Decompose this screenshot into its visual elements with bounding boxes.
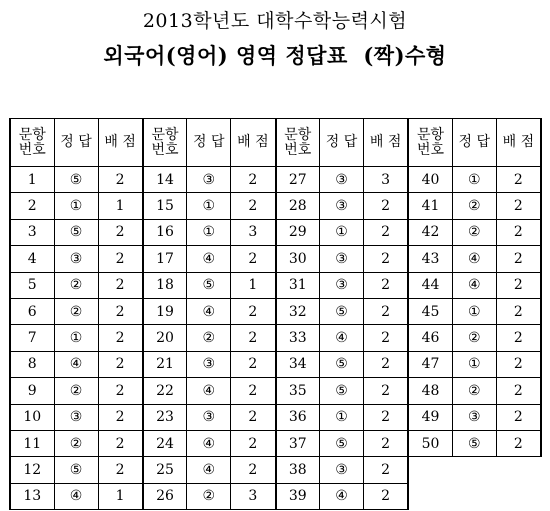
question-number: 18 <box>143 272 187 298</box>
answer-choice: ⑤ <box>320 351 364 377</box>
answer-choice: ① <box>54 193 98 219</box>
question-number: 30 <box>276 246 320 272</box>
answer-choice: ⑤ <box>54 167 98 193</box>
question-number: 25 <box>143 457 187 483</box>
points: 2 <box>496 193 541 219</box>
points: 2 <box>496 351 541 377</box>
points: 2 <box>496 219 541 245</box>
question-number: 34 <box>276 351 320 377</box>
answer-choice: ④ <box>187 430 231 456</box>
answer-choice: ① <box>187 193 231 219</box>
empty-cell <box>408 483 452 509</box>
question-number: 48 <box>408 378 452 404</box>
points: 2 <box>496 272 541 298</box>
answer-choice: ③ <box>187 404 231 430</box>
table-row <box>10 457 541 483</box>
answer-choice: ② <box>54 272 98 298</box>
answer-choice: ④ <box>452 246 496 272</box>
table-row <box>10 404 541 430</box>
question-number: 10 <box>10 404 54 430</box>
points-header: 배 점 <box>98 119 143 167</box>
table-row <box>10 378 541 404</box>
points: 1 <box>98 483 143 509</box>
exam-title: 2013학년도 대학수학능력시험 <box>142 10 408 32</box>
answer-header: 정 답 <box>187 119 231 167</box>
points: 2 <box>364 457 409 483</box>
question-number: 6 <box>10 298 54 324</box>
table-row <box>10 430 541 456</box>
points: 2 <box>496 167 541 193</box>
answer-choice: ⑤ <box>320 430 364 456</box>
points: 1 <box>98 193 143 219</box>
question-number: 17 <box>143 246 187 272</box>
table-row <box>10 246 541 272</box>
answer-choice: ② <box>54 430 98 456</box>
question-number: 45 <box>408 298 452 324</box>
answer-choice: ④ <box>54 483 98 509</box>
question-number: 37 <box>276 430 320 456</box>
points: 2 <box>364 483 409 509</box>
question-number-header: 문항 번호 <box>276 119 320 167</box>
answer-choice: ③ <box>187 167 231 193</box>
answer-choice: ② <box>452 219 496 245</box>
question-number: 50 <box>408 430 452 456</box>
points: 2 <box>496 430 541 456</box>
question-number: 32 <box>276 298 320 324</box>
answer-choice: ② <box>187 325 231 351</box>
answer-choice: ⑤ <box>320 378 364 404</box>
answer-choice: ④ <box>187 298 231 324</box>
question-number: 41 <box>408 193 452 219</box>
answer-choice: ③ <box>320 246 364 272</box>
points: 2 <box>231 193 276 219</box>
points: 2 <box>231 246 276 272</box>
question-number: 21 <box>143 351 187 377</box>
table-row <box>10 325 541 351</box>
question-number: 16 <box>143 219 187 245</box>
answer-choice: ④ <box>54 351 98 377</box>
empty-cell <box>408 457 452 483</box>
answer-choice: ① <box>452 298 496 324</box>
question-number: 5 <box>10 272 54 298</box>
points: 2 <box>98 351 143 377</box>
answer-choice: ③ <box>320 272 364 298</box>
points: 2 <box>364 272 409 298</box>
points: 2 <box>364 298 409 324</box>
question-number: 33 <box>276 325 320 351</box>
points: 2 <box>496 325 541 351</box>
answer-choice: ① <box>54 325 98 351</box>
question-number-header: 문항 번호 <box>143 119 187 167</box>
points: 2 <box>496 404 541 430</box>
answer-choice: ④ <box>452 272 496 298</box>
question-number: 26 <box>143 483 187 509</box>
points: 3 <box>231 219 276 245</box>
points: 2 <box>231 351 276 377</box>
answer-choice: ⑤ <box>187 272 231 298</box>
question-number-header: 문항 번호 <box>10 119 54 167</box>
points-header: 배 점 <box>496 119 541 167</box>
question-number: 27 <box>276 167 320 193</box>
points: 2 <box>98 457 143 483</box>
answer-header: 정 답 <box>320 119 364 167</box>
answer-choice: ① <box>320 219 364 245</box>
question-number: 11 <box>10 430 54 456</box>
answer-choice: ③ <box>320 457 364 483</box>
question-number: 47 <box>408 351 452 377</box>
points: 2 <box>98 298 143 324</box>
question-number: 20 <box>143 325 187 351</box>
points: 2 <box>364 404 409 430</box>
question-number: 23 <box>143 404 187 430</box>
points: 2 <box>364 219 409 245</box>
table-row <box>10 167 541 193</box>
answer-choice: ③ <box>452 404 496 430</box>
points: 2 <box>364 246 409 272</box>
answer-sheet-title: 외국어(영어) 영역 정답표 (짝)수형 <box>103 43 447 68</box>
table-header-row <box>10 119 541 167</box>
points: 3 <box>231 483 276 509</box>
answer-header: 정 답 <box>54 119 98 167</box>
answer-choice: ③ <box>320 193 364 219</box>
points: 2 <box>98 404 143 430</box>
question-number: 40 <box>408 167 452 193</box>
points: 2 <box>231 325 276 351</box>
question-number: 43 <box>408 246 452 272</box>
points: 3 <box>364 167 409 193</box>
points: 2 <box>98 167 143 193</box>
answer-choice: ① <box>452 167 496 193</box>
points: 2 <box>496 246 541 272</box>
points: 2 <box>98 219 143 245</box>
question-number: 8 <box>10 351 54 377</box>
answer-choice: ④ <box>187 246 231 272</box>
answer-choice: ③ <box>187 351 231 377</box>
answer-choice: ① <box>452 351 496 377</box>
answer-key-body <box>10 167 541 510</box>
question-number: 12 <box>10 457 54 483</box>
answer-choice: ③ <box>54 404 98 430</box>
table-row <box>10 219 541 245</box>
points: 2 <box>98 246 143 272</box>
question-number: 42 <box>408 219 452 245</box>
table-row <box>10 272 541 298</box>
question-number: 36 <box>276 404 320 430</box>
points: 2 <box>364 325 409 351</box>
points: 2 <box>364 378 409 404</box>
points-header: 배 점 <box>364 119 409 167</box>
question-number: 4 <box>10 246 54 272</box>
table-row <box>10 483 541 509</box>
answer-choice: ④ <box>187 457 231 483</box>
question-number: 31 <box>276 272 320 298</box>
question-number: 29 <box>276 219 320 245</box>
empty-cell <box>496 483 541 509</box>
points: 2 <box>98 272 143 298</box>
table-row <box>10 298 541 324</box>
question-number: 15 <box>143 193 187 219</box>
points: 2 <box>231 404 276 430</box>
answer-choice: ⑤ <box>452 430 496 456</box>
answer-choice: ① <box>187 219 231 245</box>
answer-choice: ② <box>187 483 231 509</box>
points: 2 <box>98 325 143 351</box>
question-number: 3 <box>10 219 54 245</box>
question-number: 2 <box>10 193 54 219</box>
question-number: 38 <box>276 457 320 483</box>
answer-choice: ④ <box>320 325 364 351</box>
answer-choice: ② <box>452 325 496 351</box>
points: 2 <box>231 378 276 404</box>
answer-choice: ④ <box>187 378 231 404</box>
points: 2 <box>98 378 143 404</box>
answer-choice: ② <box>54 378 98 404</box>
points: 2 <box>364 351 409 377</box>
points: 2 <box>231 167 276 193</box>
points: 2 <box>496 378 541 404</box>
question-number: 9 <box>10 378 54 404</box>
answer-choice: ③ <box>320 167 364 193</box>
points-header: 배 점 <box>231 119 276 167</box>
points: 2 <box>364 193 409 219</box>
question-number: 46 <box>408 325 452 351</box>
question-number: 49 <box>408 404 452 430</box>
answer-choice: ① <box>320 404 364 430</box>
answer-choice: ④ <box>320 483 364 509</box>
table-row <box>10 193 541 219</box>
question-number: 24 <box>143 430 187 456</box>
empty-cell <box>452 483 496 509</box>
empty-cell <box>496 457 541 483</box>
answer-choice: ② <box>54 298 98 324</box>
points: 2 <box>231 298 276 324</box>
points: 2 <box>364 430 409 456</box>
question-number: 22 <box>143 378 187 404</box>
points: 2 <box>98 430 143 456</box>
answer-choice: ⑤ <box>320 298 364 324</box>
question-number: 14 <box>143 167 187 193</box>
question-number: 44 <box>408 272 452 298</box>
answer-choice: ③ <box>54 246 98 272</box>
answer-choice: ⑤ <box>54 219 98 245</box>
question-number: 35 <box>276 378 320 404</box>
empty-cell <box>452 457 496 483</box>
question-number-header: 문항 번호 <box>408 119 452 167</box>
question-number: 13 <box>10 483 54 509</box>
answer-choice: ② <box>452 193 496 219</box>
answer-choice: ② <box>452 378 496 404</box>
points: 2 <box>231 457 276 483</box>
points: 1 <box>231 272 276 298</box>
question-number: 19 <box>143 298 187 324</box>
question-number: 28 <box>276 193 320 219</box>
answer-choice: ⑤ <box>54 457 98 483</box>
answer-key-table <box>9 118 542 510</box>
table-row <box>10 351 541 377</box>
question-number: 39 <box>276 483 320 509</box>
answer-header: 정 답 <box>452 119 496 167</box>
question-number: 1 <box>10 167 54 193</box>
question-number: 7 <box>10 325 54 351</box>
points: 2 <box>496 298 541 324</box>
points: 2 <box>231 430 276 456</box>
